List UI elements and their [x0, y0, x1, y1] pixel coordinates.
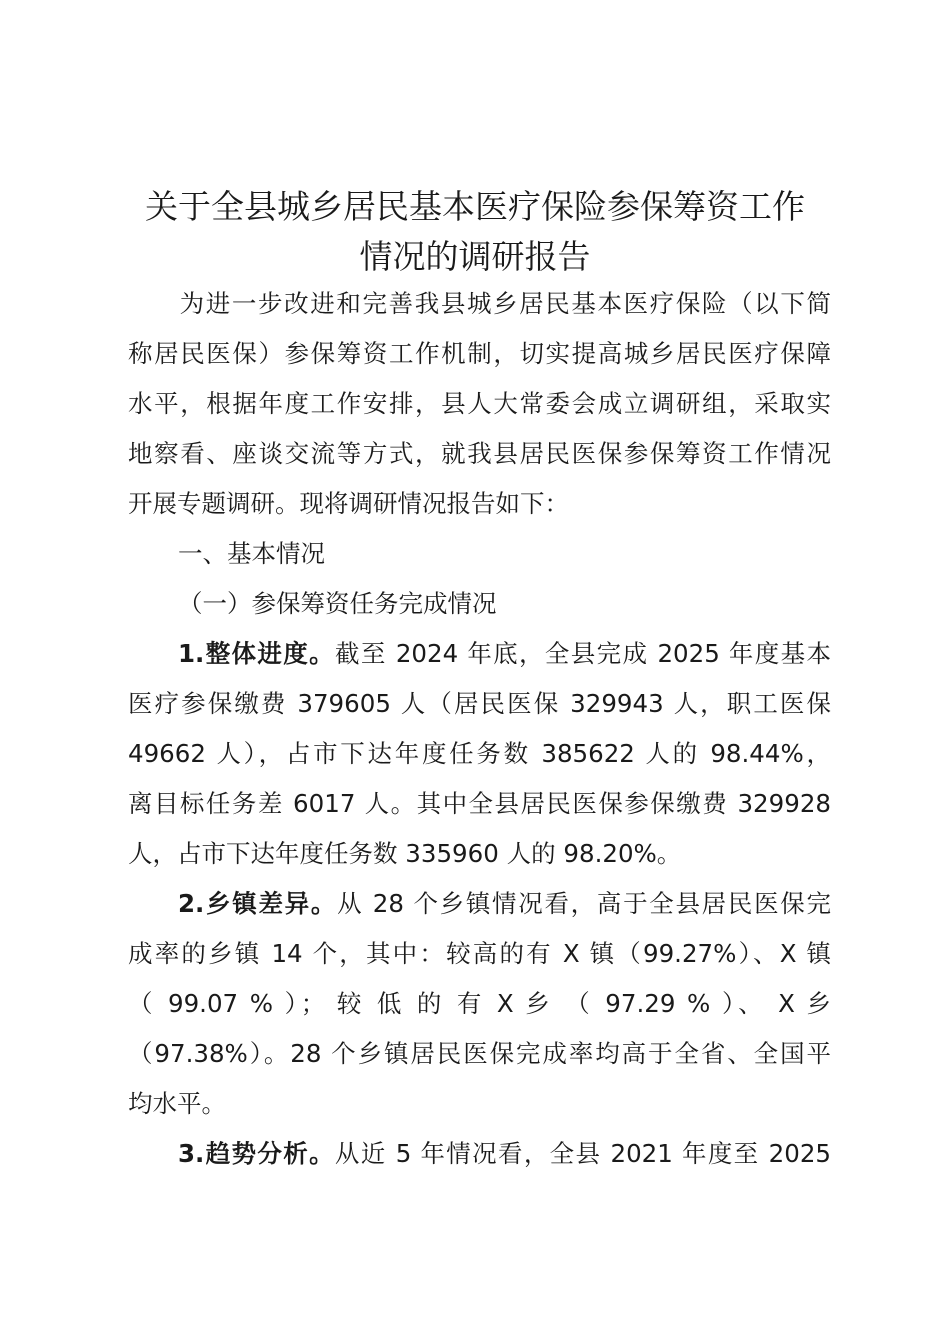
intro-paragraph-line: 为进一步改进和完善我县城乡居民基本医疗保险（以下简: [178, 289, 831, 318]
document-title-line-2: 情况的调研报告: [359, 237, 591, 276]
item1-heading: 1.整体进度。: [178, 639, 335, 668]
item2-line: 2.乡镇差异。从 28 个乡镇情况看，高于全县居民医保完: [178, 889, 831, 918]
item2-line: （97.38%）。28 个乡镇居民医保完成率均高于全省、全国平: [128, 1039, 831, 1068]
intro-paragraph-line: 地察看、座谈交流等方式，就我县居民医保参保筹资工作情况: [128, 439, 831, 468]
item1-line: 1.整体进度。截至 2024 年底，全县完成 2025 年度基本: [178, 639, 831, 668]
item1-line: 离目标任务差 6017 人。其中全县居民医保参保缴费 329928: [128, 789, 831, 818]
item2-line: 均水平。: [128, 1089, 226, 1118]
item1-line: 人，占市下达年度任务数 335960 人的 98.20%。: [128, 839, 682, 868]
item2-heading: 2.乡镇差异。: [178, 889, 338, 918]
item3-line: 3.趋势分析。从近 5 年情况看，全县 2021 年度至 2025: [178, 1139, 831, 1168]
intro-paragraph-line: 开展专题调研。现将调研情况报告如下：: [128, 489, 569, 518]
intro-paragraph-line: 水平，根据年度工作安排，县人大常委会成立调研组，采取实: [128, 389, 831, 418]
section-heading: 一、基本情况: [178, 539, 325, 568]
subsection-heading: （一）参保筹资任务完成情况: [178, 589, 497, 618]
intro-paragraph-line: 称居民医保）参保筹资工作机制，切实提高城乡居民医疗保障: [128, 339, 831, 368]
item3-heading: 3.趋势分析。: [178, 1139, 335, 1168]
item2-line: 成率的乡镇 14 个，其中：较高的有 X 镇（99.27%）、X 镇: [128, 939, 831, 968]
item1-line: 医疗参保缴费 379605 人（居民医保 329943 人，职工医保: [128, 689, 831, 718]
item2-line: （ 99.07 % ）； 较 低 的 有 X 乡 （ 97.29 % ）、 X 乡: [128, 989, 831, 1018]
item1-line: 49662 人），占市下达年度任务数 385622 人的 98.44%，: [128, 739, 831, 768]
document-title-line-1: 关于全县城乡居民基本医疗保险参保筹资工作: [145, 187, 805, 226]
